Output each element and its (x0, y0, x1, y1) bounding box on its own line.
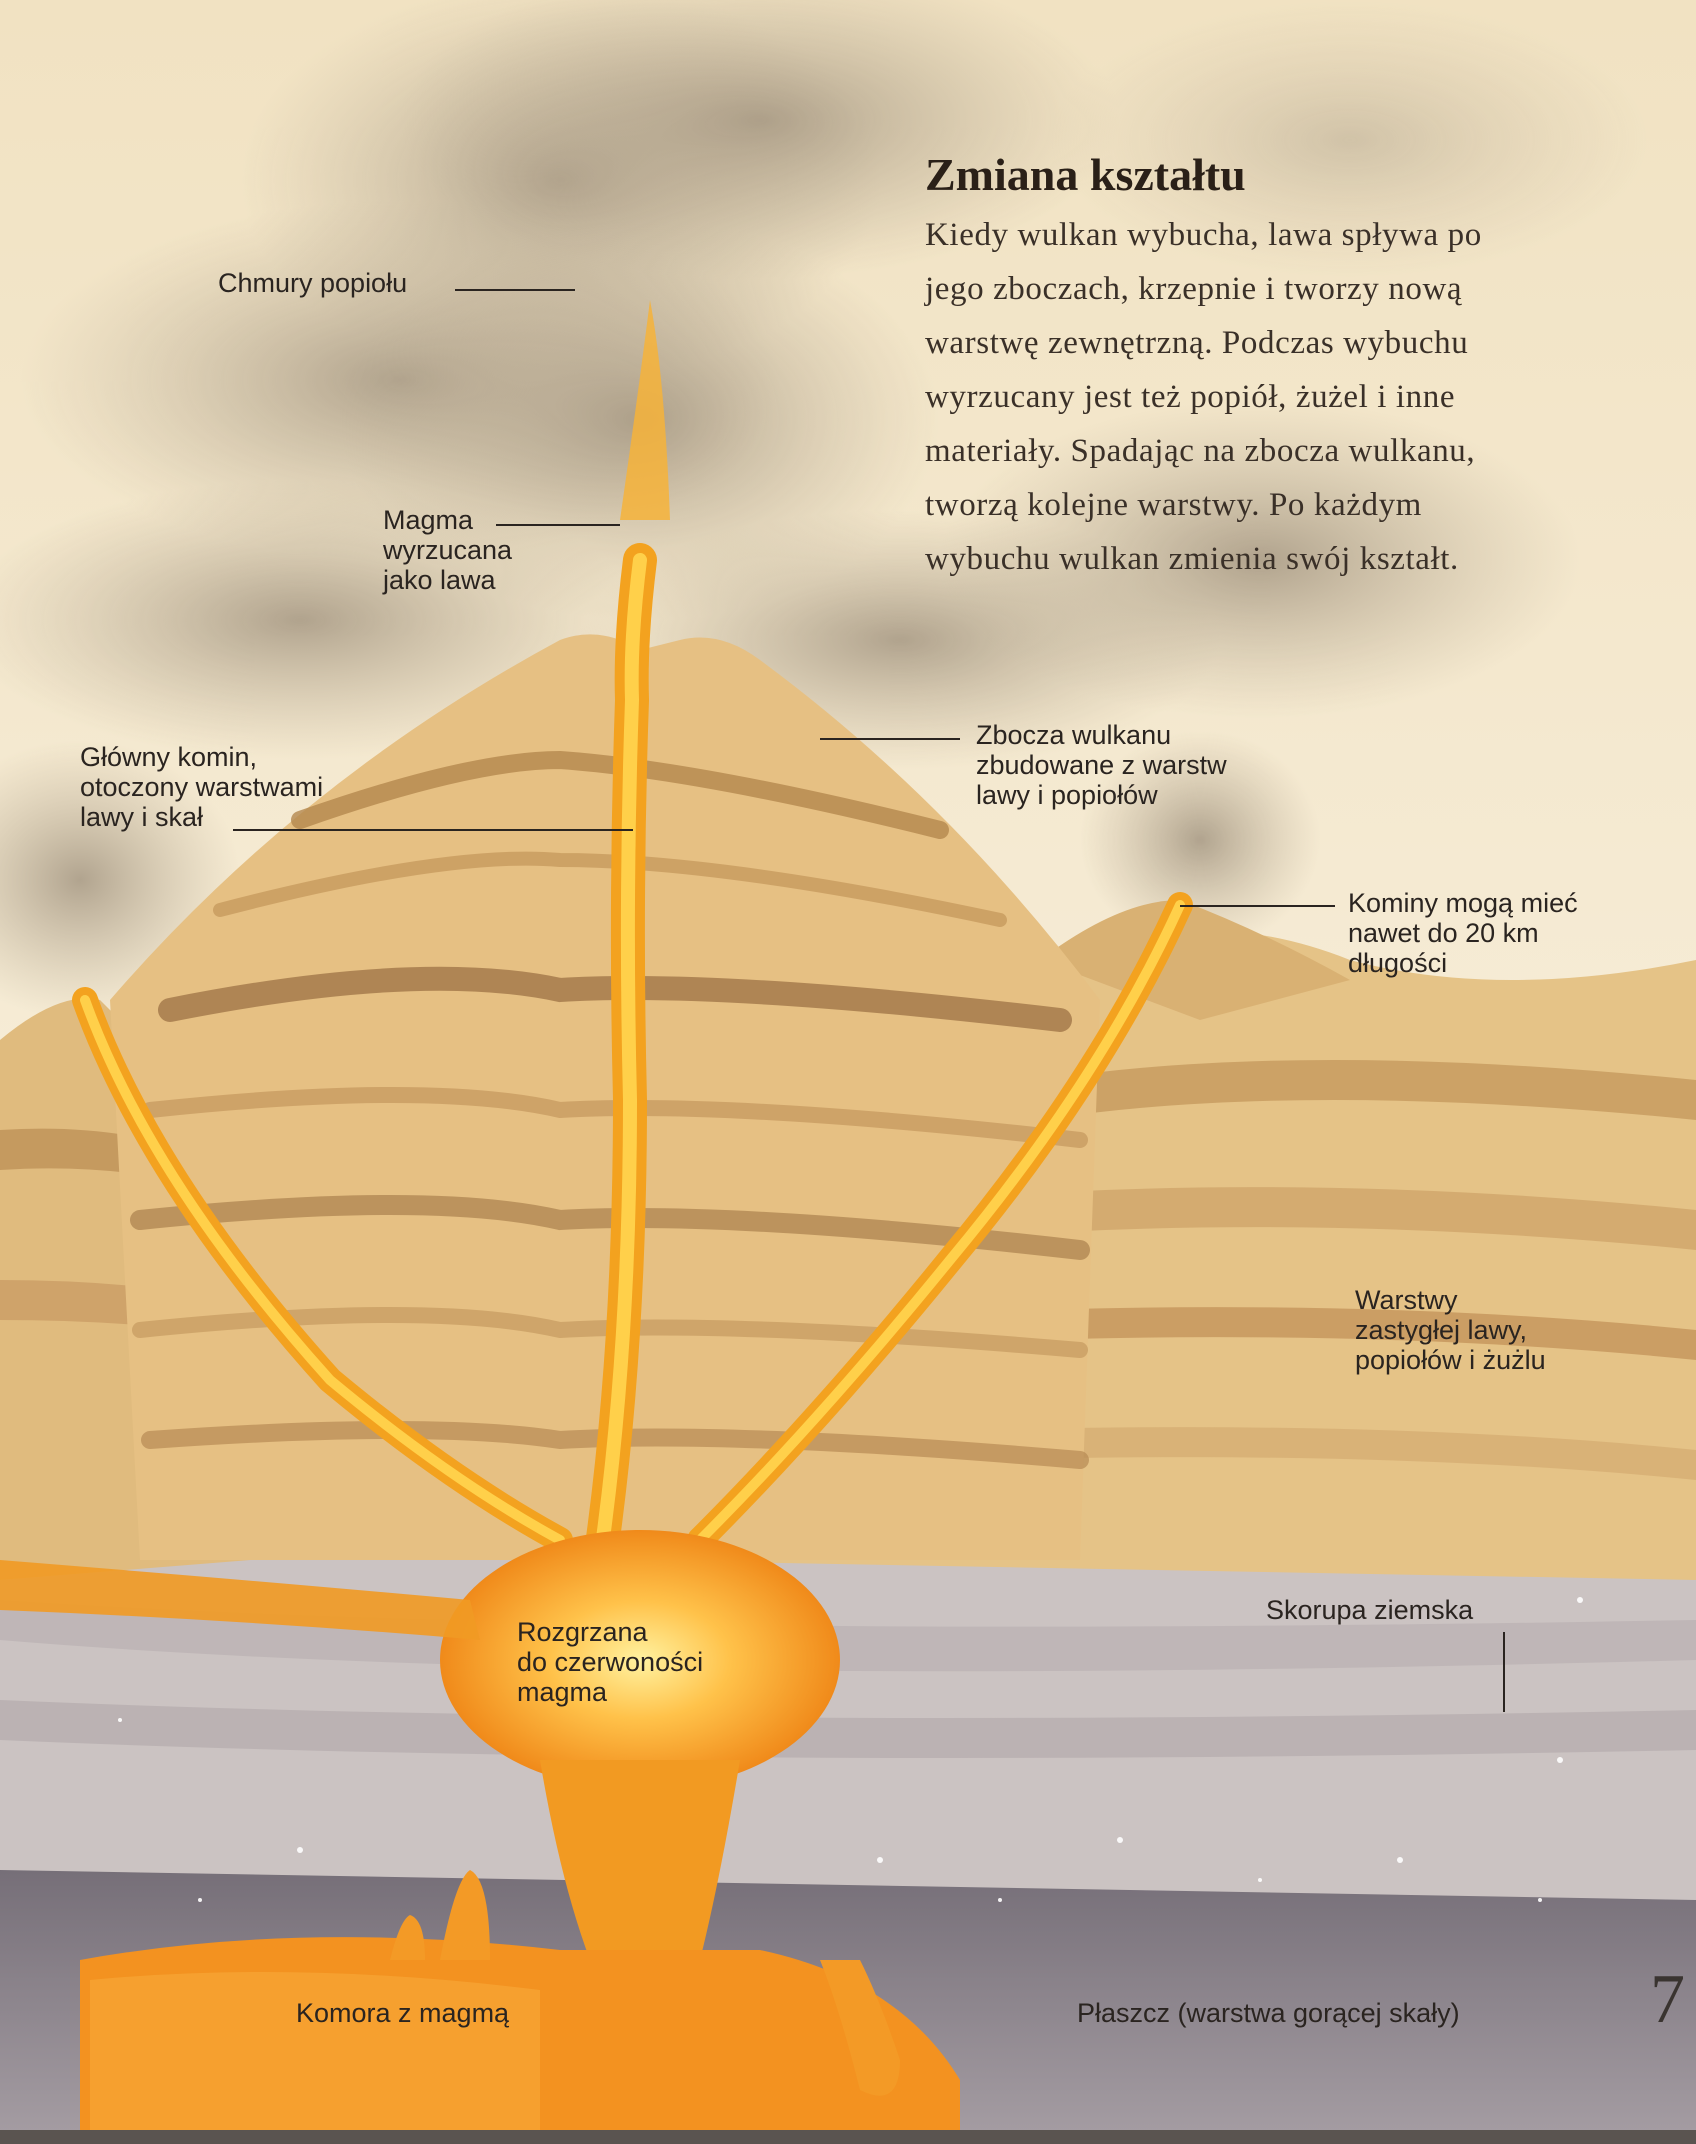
leader-crust (1503, 1632, 1505, 1712)
leader-main-vent (233, 829, 633, 831)
label-main-vent: Główny komin, otoczony warstwami lawy i skał (80, 742, 324, 832)
label-layers: Warstwy zastygłej lawy, popiołów i żużlu (1355, 1285, 1546, 1375)
label-red-hot-magma: Rozgrzana do czerwoności magma (517, 1617, 704, 1707)
leader-vents (1180, 905, 1335, 907)
leader-slopes (820, 738, 960, 740)
label-mantle: Płaszcz (warstwa gorącej skały) (1077, 1998, 1460, 2028)
page-number: 7 (1650, 1961, 1685, 2038)
page-border (0, 2130, 1696, 2144)
heading: Zmiana kształtu (925, 149, 1246, 200)
leader-ash-clouds (455, 289, 575, 291)
label-slopes: Zbocza wulkanu zbudowane z warstw lawy i popiołów (976, 720, 1227, 810)
label-magma-lava: Magma wyrzucana jako lawa (383, 505, 513, 595)
leader-magma-lava (496, 524, 620, 526)
label-magma-chamber: Komora z magmą (296, 1998, 510, 2028)
label-vents: Kominy mogą mieć nawet do 20 km długości (1348, 888, 1578, 978)
description-text: Kiedy wulkan wybucha, lawa spływa po jego zboczach, krzepnie i tworzy nową warstwę zewnętrzną. Podczas wybuchu wyrzucany jest też popiół, żużel i inne materiały. Spadając na zbocza wulkanu, tworzą kolejne warstwy. Po każdym wybuchu wulkan zmienia swój kształt. (925, 217, 1482, 577)
label-crust: Skorupa ziemska (1266, 1595, 1474, 1625)
label-ash-clouds: Chmury popiołu (218, 268, 408, 298)
